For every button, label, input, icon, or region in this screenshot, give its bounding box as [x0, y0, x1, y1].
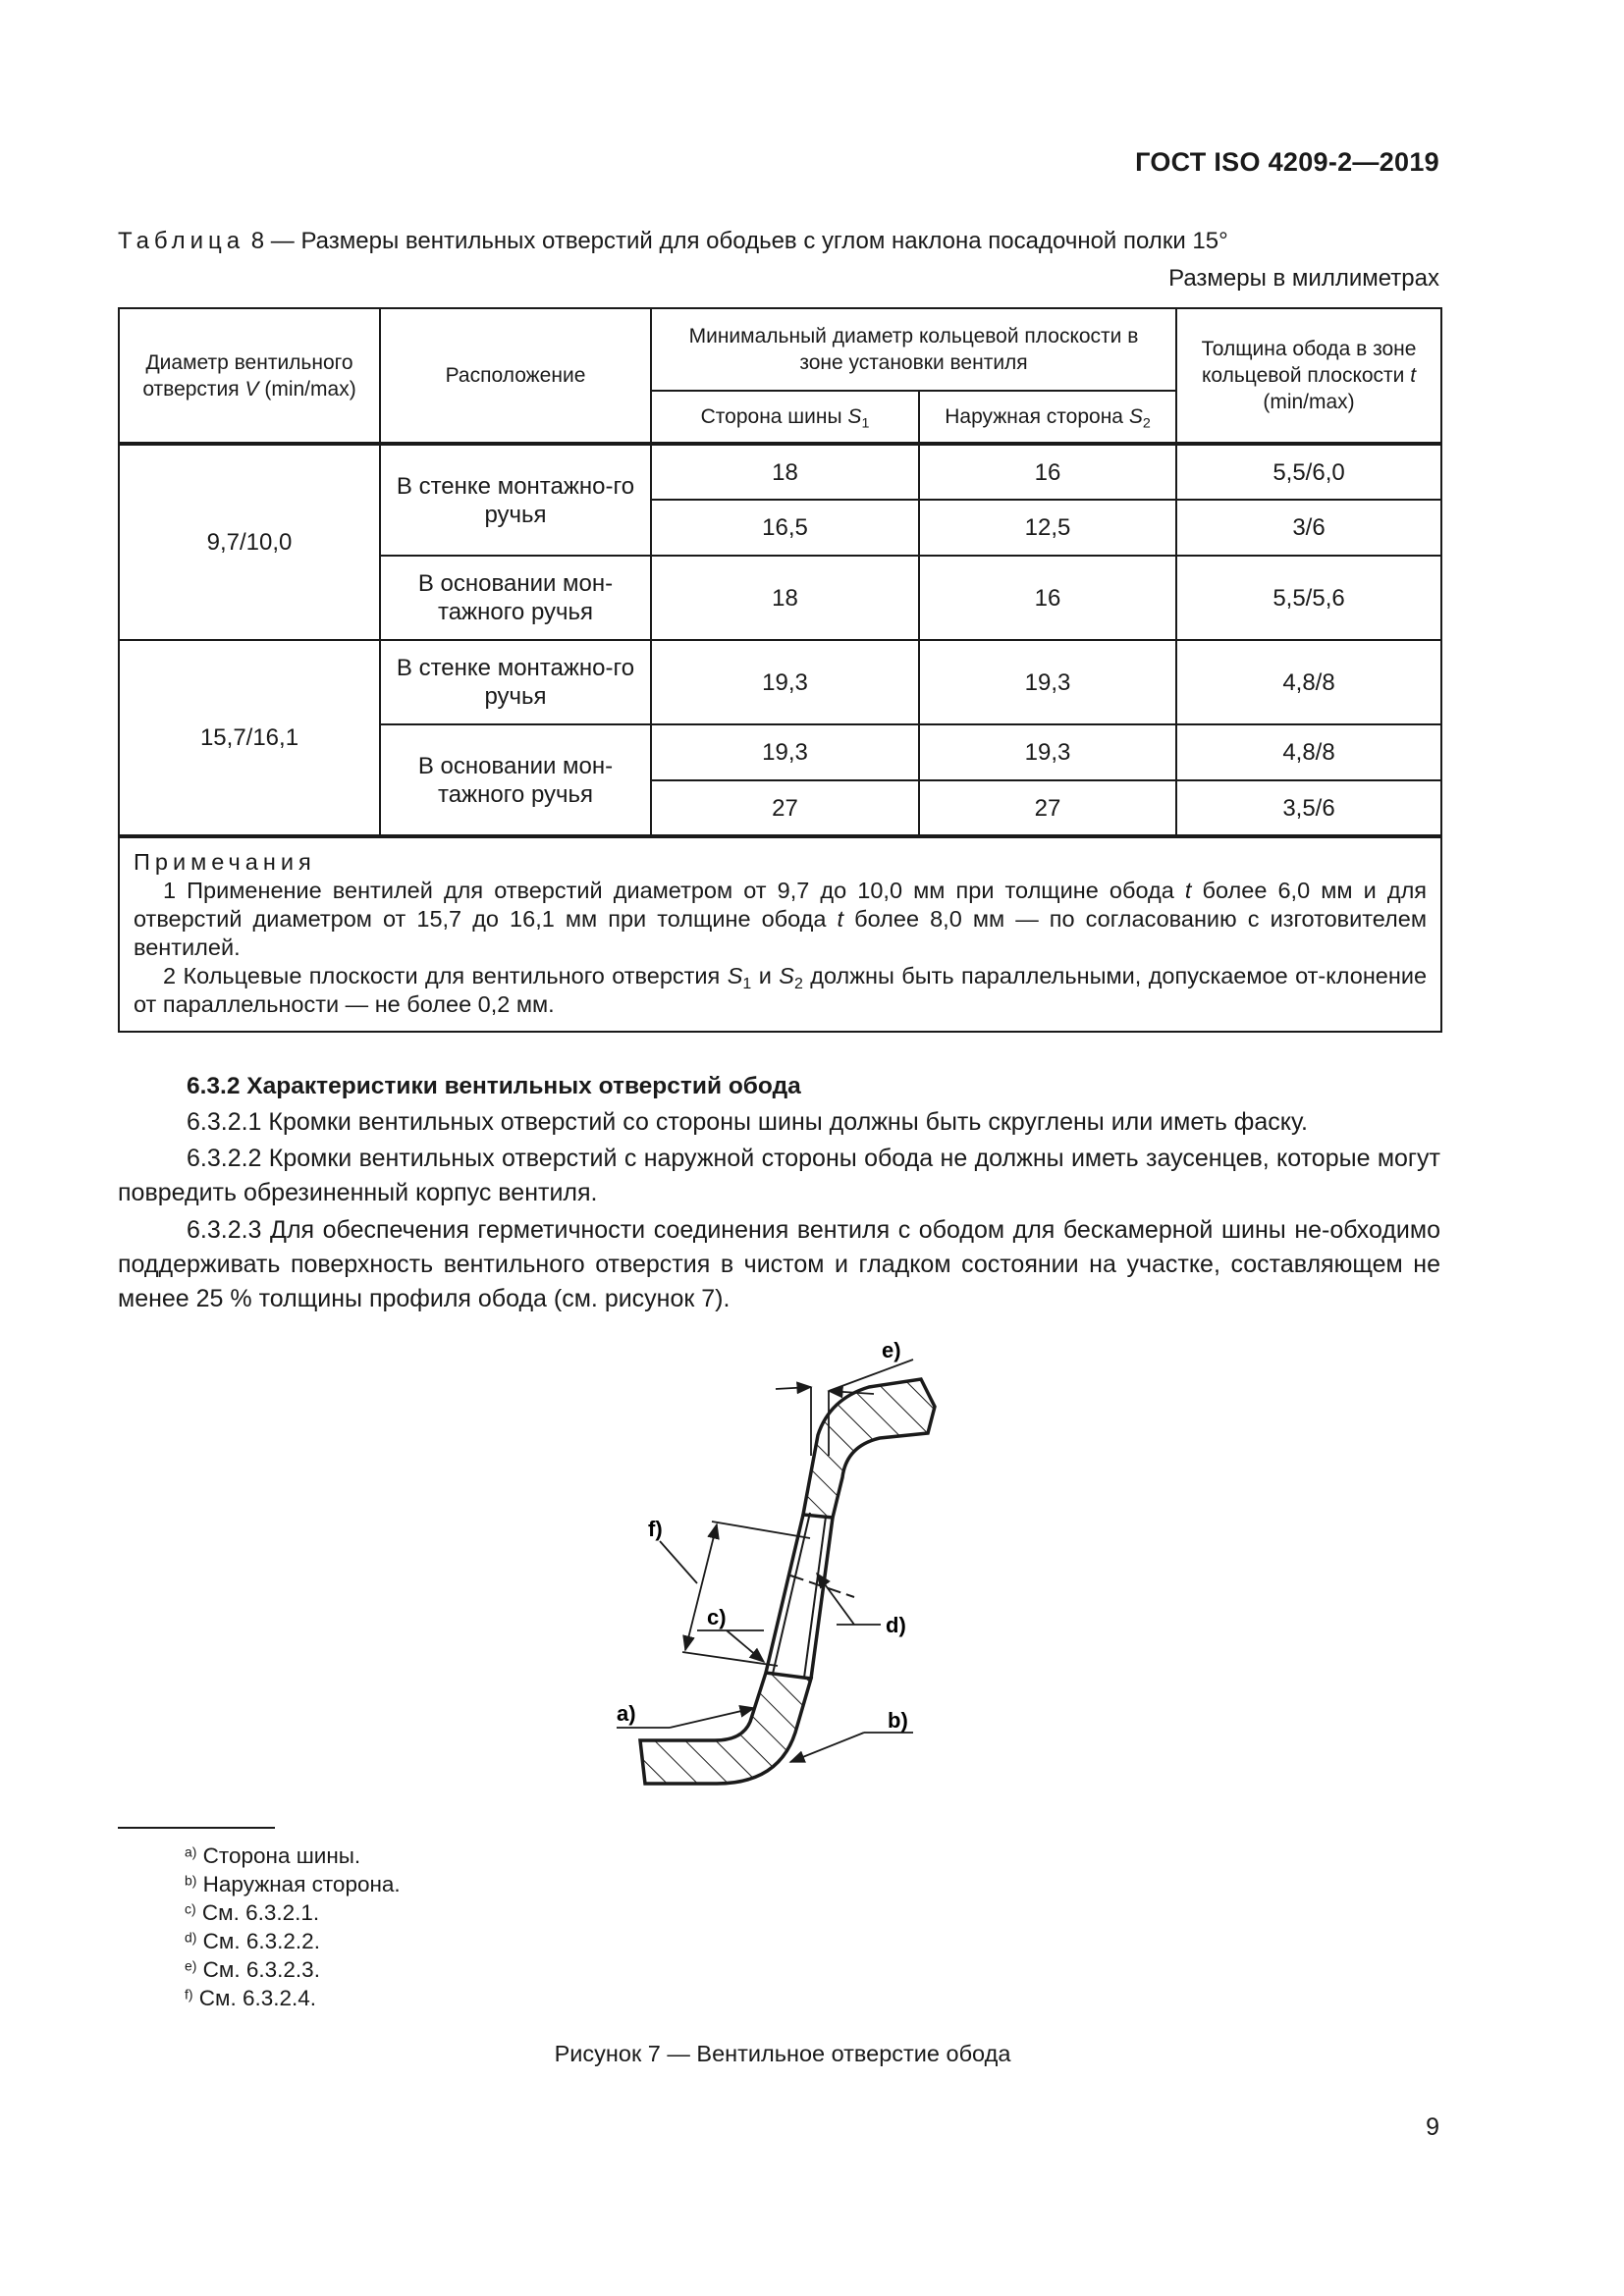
header-outer-side: Наружная сторона $S_2$	[919, 391, 1176, 444]
cell-diameter: 9,7/10,0	[119, 444, 380, 640]
figure-footnotes	[185, 1842, 401, 2012]
table-caption	[118, 228, 1228, 255]
footnote-d: $^{d)}$ См. 6.3.2.2.	[185, 1929, 320, 1953]
cell-location: В основании мон-тажного ручья	[380, 724, 651, 836]
section-heading: 6.3.2 Характеристики вентильных отверстий обода	[187, 1073, 801, 1099]
rim-profile-upper	[803, 1379, 935, 1518]
cell-s1: 16,5	[651, 500, 919, 556]
label-e: e)	[882, 1340, 901, 1362]
cell-s1: 19,3	[651, 640, 919, 724]
table-units: Размеры в миллиметрах	[1168, 265, 1439, 292]
footnote-a: $^{a)}$ Сторона шины.	[185, 1843, 361, 1868]
table-caption-word: Таблица	[118, 228, 245, 254]
cell-s2: 19,3	[919, 640, 1176, 724]
table-caption-text: 8 — Размеры вентильных отверстий для ободьев с углом наклона посадочной полки 15°	[250, 228, 1228, 254]
cell-thickness: 5,5/5,6	[1176, 556, 1441, 640]
notes-row	[119, 836, 1441, 1032]
valve-hole-table	[118, 307, 1442, 1033]
cell-location: В стенке монтажно-го ручья	[380, 640, 651, 724]
cell-s1: 18	[651, 444, 919, 500]
label-b: b)	[888, 1708, 908, 1733]
paragraph-6-3-2-1: 6.3.2.1 Кромки вентильных отверстий со стороны шины должны быть скруглены или иметь фаску.	[187, 1108, 1308, 1136]
paragraph-6-3-2-3: 6.3.2.3 Для обеспечения герметичности соединения вентиля с ободом для бескамерной шины не-обходимо поддерживать поверхность вентильного отверстия в чистом и гладком состоянии на участке, составляющем не менее 25 % толщины профиля обода (см. рисунок 7).	[118, 1216, 1440, 1312]
footnote-rule	[118, 1827, 275, 1829]
header-rim-thickness: Толщина обода в зоне кольцевой плоскости t (min/max)	[1176, 308, 1441, 444]
table-row	[119, 640, 1441, 724]
cell-thickness: 3,5/6	[1176, 780, 1441, 836]
cell-location: В стенке монтажно-го ручья	[380, 444, 651, 556]
cell-s2: 12,5	[919, 500, 1176, 556]
cell-s2: 16	[919, 444, 1176, 500]
table-row	[119, 444, 1441, 500]
table-notes	[119, 836, 1441, 1032]
note-1: 1 Применение вентилей для отверстий диаметром от 9,7 до 10,0 мм при толщине обода t более 6,0 мм и для отверстий диаметром от 15,7 до 16,1 мм при толщине обода t более 8,0 мм — по согласованию с изготовителем вентилей.	[134, 878, 1428, 960]
header-min-ring-diameter: Минимальный диаметр кольцевой плоскости в зоне установки вентиля	[651, 308, 1176, 391]
cell-s1: 19,3	[651, 724, 919, 780]
cell-thickness: 4,8/8	[1176, 724, 1441, 780]
standard-code: ГОСТ ISO 4209-2—2019	[1135, 147, 1439, 177]
cell-thickness: 4,8/8	[1176, 640, 1441, 724]
cell-s1: 27	[651, 780, 919, 836]
label-c: c)	[707, 1605, 727, 1629]
cell-diameter: 15,7/16,1	[119, 640, 380, 836]
page-number: 9	[1426, 2113, 1439, 2141]
cell-s2: 16	[919, 556, 1176, 640]
cell-location: В основании мон-тажного ручья	[380, 556, 651, 640]
label-d: d)	[886, 1613, 906, 1637]
footnote-b: $^{b)}$ Наружная сторона.	[185, 1872, 401, 1896]
figure-caption: Рисунок 7 — Вентильное отверстие обода	[554, 2041, 1011, 2066]
cell-thickness: 5,5/6,0	[1176, 444, 1441, 500]
footnote-c: $^{c)}$ См. 6.3.2.1.	[185, 1900, 320, 1925]
footnote-e: $^{e)}$ См. 6.3.2.3.	[185, 1957, 320, 1982]
note-2: 2 Кольцевые плоскости для вентильного отверстия $S_1$ и $S_2$ должны быть параллельными, допускаемое от-клонение от параллельности — не более 0,2 мм.	[134, 963, 1428, 1017]
header-diameter: Диаметр вентильного отверстия V (min/max)	[119, 308, 380, 444]
cell-s2: 19,3	[919, 724, 1176, 780]
notes-heading: Примечания	[134, 849, 316, 875]
header-location: Расположение	[380, 308, 651, 444]
header-tyre-side: Сторона шины $S_1$	[651, 391, 919, 444]
rim-valve-hole-figure	[589, 1340, 962, 1816]
label-f: f)	[648, 1517, 663, 1541]
footnote-f: $^{f)}$ См. 6.3.2.4.	[185, 1986, 317, 2010]
cell-s2: 27	[919, 780, 1176, 836]
label-a: a)	[617, 1701, 636, 1726]
cell-s1: 18	[651, 556, 919, 640]
cell-thickness: 3/6	[1176, 500, 1441, 556]
paragraph-6-3-2-2: 6.3.2.2 Кромки вентильных отверстий с наружной стороны обода не должны иметь заусенцев, которые могут повредить обрезиненный корпус вентиля.	[118, 1145, 1440, 1206]
